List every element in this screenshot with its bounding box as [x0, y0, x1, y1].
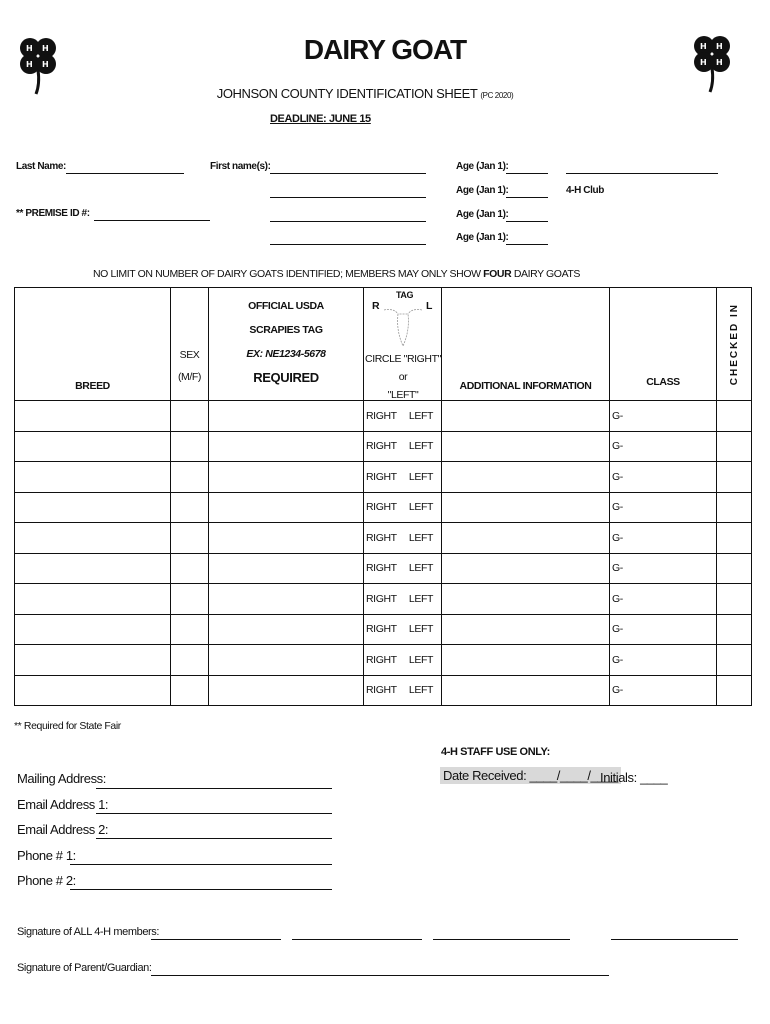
premise-id-label: ** PREMISE ID #: — [16, 208, 90, 219]
sex-cell[interactable] — [171, 553, 209, 584]
first-name-field-4[interactable] — [270, 244, 426, 245]
left-option[interactable]: LEFT — [408, 531, 433, 544]
goat-head-icon — [382, 304, 424, 350]
ear-tag-label: TAG — [396, 290, 414, 300]
age-label-2: Age (Jan 1): — [456, 185, 509, 196]
sig-member-field-2[interactable] — [292, 939, 422, 940]
last-name-field[interactable] — [66, 173, 184, 174]
class-prefix: G- — [612, 684, 623, 697]
limit-note-bold: FOUR — [483, 268, 512, 280]
ear-cell[interactable] — [364, 431, 442, 462]
ear-cell[interactable] — [364, 584, 442, 615]
checked-in-cell[interactable] — [717, 614, 752, 645]
left-option[interactable]: LEFT — [408, 409, 433, 422]
checked-in-cell[interactable] — [717, 462, 752, 493]
additional-header: ADDITIONAL INFORMATION — [459, 380, 592, 392]
ear-cell[interactable] — [364, 492, 442, 523]
breed-cell[interactable] — [15, 492, 171, 523]
col-breed — [15, 288, 171, 401]
email1-field[interactable] — [96, 813, 332, 814]
ear-l-label: L — [426, 300, 433, 312]
tag-example: EX: NE1234-5678 — [246, 348, 326, 360]
ear-cell[interactable] — [364, 553, 442, 584]
right-option[interactable]: RIGHT — [366, 562, 397, 575]
email2-label: Email Address 2: — [17, 822, 109, 837]
class-prefix: G- — [612, 592, 623, 605]
sex-cell[interactable] — [171, 614, 209, 645]
age-field-1[interactable] — [506, 173, 548, 174]
additional-cell[interactable] — [442, 584, 610, 615]
ear-cell[interactable] — [364, 401, 442, 432]
ear-left-text: "LEFT" — [387, 389, 419, 401]
page-title: DAIRY GOAT — [303, 34, 467, 65]
class-cell[interactable] — [610, 401, 717, 432]
class-cell[interactable] — [610, 553, 717, 584]
svg-text:H: H — [700, 58, 707, 67]
phone2-field[interactable] — [70, 889, 332, 890]
sig-member-field-1[interactable] — [151, 939, 281, 940]
tag-header-1: OFFICIAL USDA — [248, 300, 324, 312]
additional-cell[interactable] — [442, 675, 610, 706]
col-checked-in — [717, 288, 752, 401]
left-option[interactable]: LEFT — [408, 501, 433, 514]
ear-cell[interactable] — [364, 675, 442, 706]
col-class — [610, 288, 717, 401]
right-option[interactable]: RIGHT — [366, 501, 397, 514]
limit-note-a: NO LIMIT ON NUMBER OF DAIRY GOATS IDENTIFIED; MEMBERS MAY ONLY SHOW — [93, 268, 484, 280]
class-cell[interactable] — [610, 675, 717, 706]
class-cell[interactable] — [610, 462, 717, 493]
mailing-label: Mailing Address: — [17, 771, 106, 786]
sex-cell[interactable] — [171, 675, 209, 706]
additional-cell[interactable] — [442, 645, 610, 676]
ear-r-label: R — [372, 300, 380, 312]
right-option[interactable]: RIGHT — [366, 653, 397, 666]
subtitle-text: JOHNSON COUNTY IDENTIFICATION SHEET — [216, 86, 478, 101]
class-prefix: G- — [612, 623, 623, 636]
table-row — [15, 675, 752, 706]
age-label-4: Age (Jan 1): — [456, 232, 509, 243]
tag-cell[interactable] — [209, 492, 364, 523]
checked-in-cell[interactable] — [717, 401, 752, 432]
checked-in-cell[interactable] — [717, 553, 752, 584]
date-received: Date Received: ____/____/____ — [440, 767, 621, 784]
class-prefix: G- — [612, 440, 623, 453]
class-prefix: G- — [612, 501, 623, 514]
subtitle — [0, 86, 730, 101]
sex-cell[interactable] — [171, 462, 209, 493]
right-option[interactable]: RIGHT — [366, 470, 397, 483]
checked-in-cell[interactable] — [717, 431, 752, 462]
limit-note — [93, 268, 580, 280]
right-option[interactable]: RIGHT — [366, 531, 397, 544]
tag-cell[interactable] — [209, 523, 364, 554]
right-option[interactable]: RIGHT — [366, 592, 397, 605]
breed-cell[interactable] — [15, 553, 171, 584]
svg-text:H: H — [716, 42, 723, 51]
staff-only-label: 4-H STAFF USE ONLY: — [441, 746, 550, 758]
tag-cell[interactable] — [209, 675, 364, 706]
table-row — [15, 614, 752, 645]
svg-text:H: H — [716, 58, 723, 67]
svg-text:H: H — [26, 60, 33, 69]
table-header-row — [15, 288, 752, 401]
checked-in-cell[interactable] — [717, 584, 752, 615]
class-prefix: G- — [612, 531, 623, 544]
required-note: ** Required for State Fair — [14, 720, 121, 732]
tag-header-2: SCRAPIES TAG — [249, 324, 323, 336]
class-cell[interactable] — [610, 584, 717, 615]
age-label-3: Age (Jan 1): — [456, 209, 509, 220]
additional-cell[interactable] — [442, 492, 610, 523]
left-option[interactable]: LEFT — [408, 440, 433, 453]
breed-cell[interactable] — [15, 645, 171, 676]
tag-cell[interactable] — [209, 553, 364, 584]
breed-cell[interactable] — [15, 675, 171, 706]
class-prefix: G- — [612, 653, 623, 666]
tag-cell[interactable] — [209, 401, 364, 432]
breed-cell[interactable] — [15, 523, 171, 554]
phone2-label: Phone # 2: — [17, 873, 76, 888]
ear-circle-text: CIRCLE "RIGHT" or — [365, 353, 441, 383]
left-option[interactable]: LEFT — [408, 562, 433, 575]
first-name-field-3[interactable] — [270, 221, 426, 222]
deadline: DEADLINE: JUNE 15 — [270, 113, 371, 125]
sig-member-field-4[interactable] — [611, 939, 738, 940]
age-label-1: Age (Jan 1): — [456, 161, 509, 172]
additional-cell[interactable] — [442, 401, 610, 432]
right-option[interactable]: RIGHT — [366, 409, 397, 422]
tag-cell[interactable] — [209, 645, 364, 676]
checked-in-cell[interactable] — [717, 645, 752, 676]
email2-field[interactable] — [96, 838, 332, 839]
first-name-field-2[interactable] — [270, 197, 426, 198]
age-field-4[interactable] — [506, 244, 548, 245]
age-field-3[interactable] — [506, 221, 548, 222]
breed-cell[interactable] — [15, 462, 171, 493]
club-label: 4-H Club — [566, 185, 604, 196]
svg-text:H: H — [42, 60, 49, 69]
phone1-label: Phone # 1: — [17, 848, 76, 863]
sex-cell[interactable] — [171, 584, 209, 615]
left-option[interactable]: LEFT — [408, 470, 433, 483]
table-row — [15, 584, 752, 615]
class-cell[interactable] — [610, 523, 717, 554]
additional-cell[interactable] — [442, 462, 610, 493]
left-option[interactable]: LEFT — [408, 623, 433, 636]
ear-cell[interactable] — [364, 614, 442, 645]
club-field[interactable] — [566, 173, 718, 174]
svg-text:H: H — [26, 44, 33, 53]
sex-cell[interactable] — [171, 401, 209, 432]
class-prefix: G- — [612, 470, 623, 483]
col-tag — [209, 288, 364, 401]
class-prefix: G- — [612, 562, 623, 575]
class-cell[interactable] — [610, 645, 717, 676]
sex-cell[interactable] — [171, 523, 209, 554]
table-row — [15, 645, 752, 676]
col-sex — [171, 288, 209, 401]
table-row — [15, 553, 752, 584]
tag-required: REQUIRED — [253, 370, 319, 385]
sig-members-label: Signature of ALL 4-H members: — [17, 926, 160, 938]
last-name-label: Last Name: — [16, 161, 66, 172]
tag-cell[interactable] — [209, 431, 364, 462]
table-row — [15, 492, 752, 523]
svg-text:H: H — [42, 44, 49, 53]
class-cell[interactable] — [610, 614, 717, 645]
first-names-label: First name(s): — [210, 161, 271, 172]
sig-parent-field[interactable] — [151, 975, 609, 976]
table-row — [15, 523, 752, 554]
table-row — [15, 431, 752, 462]
sex-cell[interactable] — [171, 645, 209, 676]
class-header: CLASS — [646, 376, 680, 388]
sex-header: SEX — [179, 349, 200, 361]
ear-cell[interactable] — [364, 645, 442, 676]
sex-sub-header: (M/F) — [177, 371, 202, 383]
table-row — [15, 462, 752, 493]
breed-header: BREED — [75, 380, 110, 392]
left-option[interactable]: LEFT — [408, 592, 433, 605]
sig-member-field-3[interactable] — [433, 939, 570, 940]
tag-cell[interactable] — [209, 614, 364, 645]
svg-text:H: H — [700, 42, 707, 51]
class-prefix: G- — [612, 409, 623, 422]
sex-cell[interactable] — [171, 492, 209, 523]
checked-in-header: CHECKED IN — [728, 302, 740, 386]
class-cell[interactable] — [610, 431, 717, 462]
email1-label: Email Address 1: — [17, 797, 109, 812]
checked-in-cell[interactable] — [717, 523, 752, 554]
additional-cell[interactable] — [442, 614, 610, 645]
breed-cell[interactable] — [15, 584, 171, 615]
additional-cell[interactable] — [442, 431, 610, 462]
right-option[interactable]: RIGHT — [366, 623, 397, 636]
class-cell[interactable] — [610, 492, 717, 523]
limit-note-b: DAIRY GOATS — [511, 268, 581, 280]
right-option[interactable]: RIGHT — [366, 684, 397, 697]
checked-in-cell[interactable] — [717, 492, 752, 523]
left-option[interactable]: LEFT — [408, 684, 433, 697]
initials: Initials: ____ — [600, 770, 668, 785]
tag-cell[interactable] — [209, 584, 364, 615]
ear-cell[interactable] — [364, 523, 442, 554]
subtitle-code: (PC 2020) — [480, 91, 514, 100]
sex-cell[interactable] — [171, 431, 209, 462]
sig-parent-label: Signature of Parent/Guardian: — [17, 962, 152, 974]
tag-cell[interactable] — [209, 462, 364, 493]
checked-in-cell[interactable] — [717, 675, 752, 706]
breed-cell[interactable] — [15, 401, 171, 432]
right-option[interactable]: RIGHT — [366, 440, 397, 453]
ear-cell[interactable] — [364, 462, 442, 493]
table-row — [15, 401, 752, 432]
age-field-2[interactable] — [506, 197, 548, 198]
col-ear — [364, 288, 442, 401]
col-additional — [442, 288, 610, 401]
breed-cell[interactable] — [15, 431, 171, 462]
breed-cell[interactable] — [15, 614, 171, 645]
goat-id-table — [14, 287, 752, 706]
premise-id-field[interactable] — [94, 220, 210, 221]
phone1-field[interactable] — [70, 864, 332, 865]
mailing-field[interactable] — [96, 788, 332, 789]
additional-cell[interactable] — [442, 553, 610, 584]
left-option[interactable]: LEFT — [408, 653, 433, 666]
first-name-field-1[interactable] — [270, 173, 426, 174]
additional-cell[interactable] — [442, 523, 610, 554]
